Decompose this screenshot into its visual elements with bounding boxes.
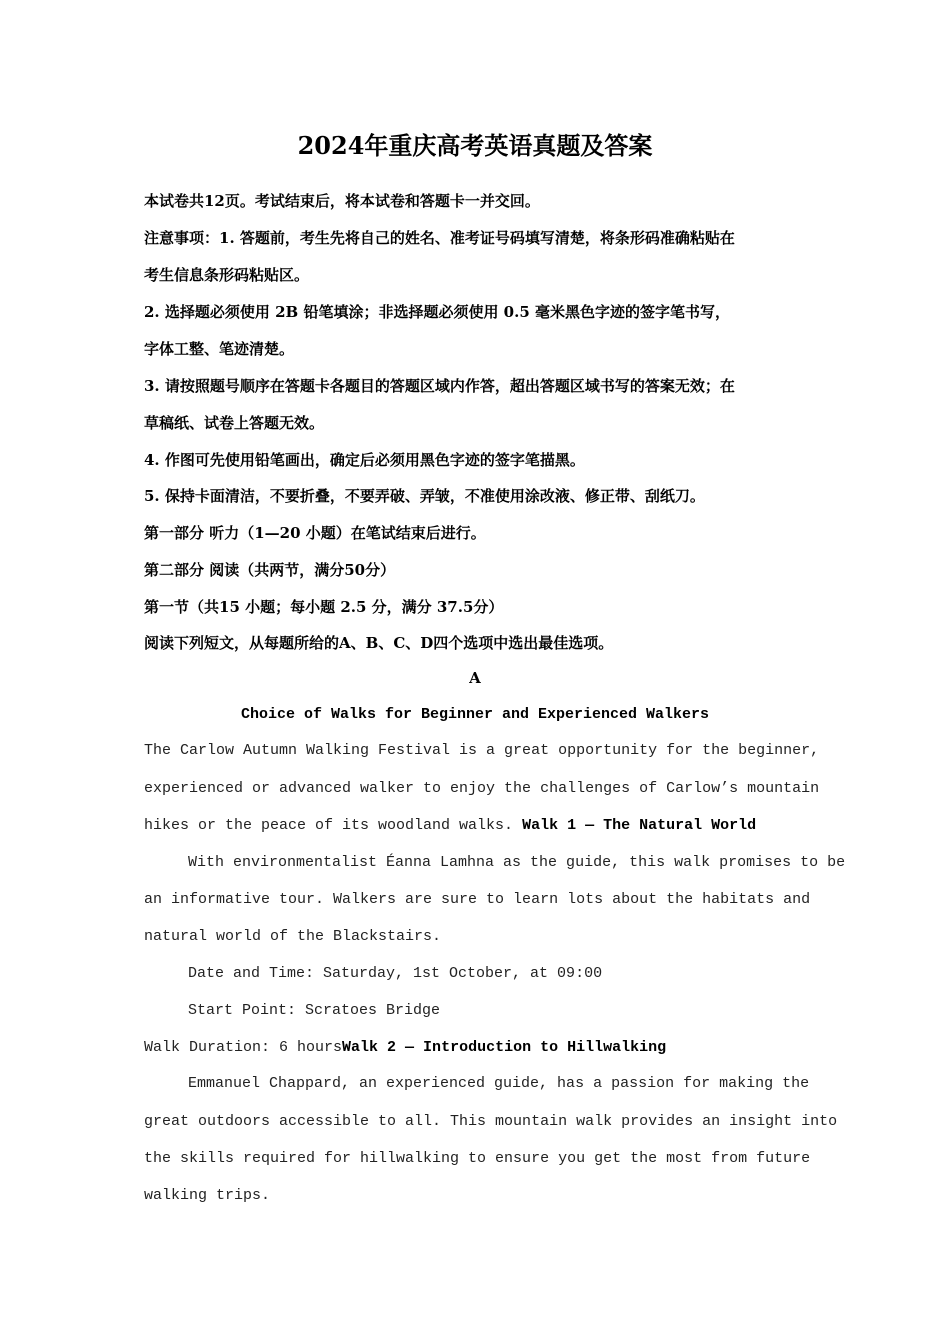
passage-text: The Carlow Autumn Walking Festival is a great opportunity for the beginner, bbox=[144, 742, 820, 759]
section-heading: 第一部分 听力（1—20 小题）在笔试结束后进行。 bbox=[144, 524, 486, 542]
passage-text: With environmentalist Éanna Lamhna as the guide, this walk promises to be bbox=[188, 854, 846, 871]
passage-label: A bbox=[469, 669, 481, 687]
page-title: 2024年重庆高考英语真题及答案 bbox=[297, 131, 653, 160]
passage-text: Emmanuel Chappard, an experienced guide, has a passion for making the bbox=[188, 1075, 810, 1092]
passage-text: natural world of the Blackstairs. bbox=[144, 928, 442, 945]
instruction-line: 草稿纸、试卷上答题无效。 bbox=[144, 414, 325, 432]
passage-text: experienced or advanced walker to enjoy the challenges of Carlow’s mountain bbox=[144, 780, 820, 797]
instruction-line: 3. 请按照题号顺序在答题卡各题目的答题区域内作答，超出答题区域书写的答案无效；在 bbox=[144, 377, 735, 395]
instruction-line: 2. 选择题必须使用 2B 铅笔填涂；非选择题必须使用 0.5 毫米黑色字迹的签字笔书写， bbox=[144, 303, 730, 321]
instruction-line: 注意事项：1. 答题前，考生先将自己的姓名、准考证号码填写清楚，将条形码准确粘贴在 bbox=[144, 229, 735, 247]
instruction-line: 阅读下列短文，从每题所给的A、B、C、D四个选项中选出最佳选项。 bbox=[144, 634, 614, 652]
passage-text: an informative tour. Walkers are sure to learn lots about the habitats and bbox=[144, 891, 811, 908]
passage-text bbox=[144, 817, 756, 834]
instruction-line: 考生信息条形码粘贴区。 bbox=[144, 266, 310, 284]
walk1-date: Date and Time: Saturday, 1st October, at 09:00 bbox=[188, 965, 603, 982]
passage-text bbox=[144, 1039, 666, 1056]
section-heading: 第一节（共15 小题；每小题 2.5 分，满分 37.5分） bbox=[144, 598, 504, 616]
instruction-line: 4. 作图可先使用铅笔画出，确定后必须用黑色字迹的签字笔描黑。 bbox=[144, 451, 585, 469]
instruction-line: 字体工整、笔迹清楚。 bbox=[144, 340, 295, 358]
walk1-start: Start Point: Scratoes Bridge bbox=[188, 1002, 441, 1019]
passage-text: great outdoors accessible to all. This mountain walk provides an insight into bbox=[144, 1113, 838, 1130]
walk2-title: Walk 2 — Introduction to Hillwalking bbox=[342, 1039, 667, 1056]
passage-text-fragment: hikes or the peace of its woodland walks. bbox=[144, 817, 514, 834]
passage-text: the skills required for hillwalking to ensure you get the most from future bbox=[144, 1150, 811, 1167]
passage-heading: Choice of Walks for Beginner and Experienced Walkers bbox=[240, 706, 710, 723]
section-heading: 第二部分 阅读（共两节，满分50分） bbox=[144, 561, 396, 579]
walk1-title: Walk 1 — The Natural World bbox=[522, 817, 757, 834]
walk1-duration: Walk Duration: 6 hours bbox=[144, 1039, 343, 1056]
instruction-line: 本试卷共12页。考试结束后，将本试卷和答题卡一并交回。 bbox=[144, 192, 540, 210]
passage-text: walking trips. bbox=[144, 1187, 271, 1204]
instruction-line: 5. 保持卡面清洁，不要折叠，不要弄破、弄皱，不准使用涂改液、修正带、刮纸刀。 bbox=[144, 487, 705, 505]
